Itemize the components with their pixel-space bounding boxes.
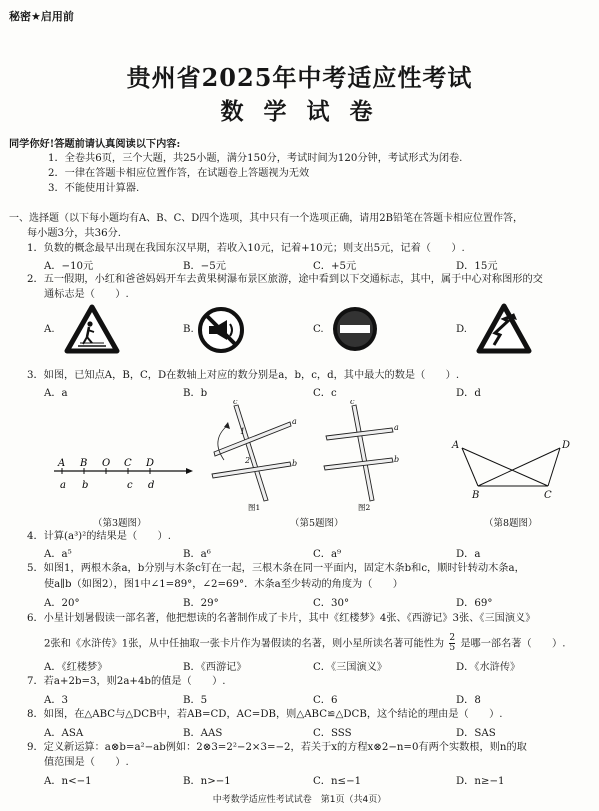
q8-option-c: C．SSS [313, 728, 352, 739]
q6-option-c: C．《三国演义》 [313, 662, 388, 673]
fraction-denominator: 5 [449, 643, 456, 653]
q9-option-b: B．n>−1 [183, 776, 231, 787]
q9-text-line2: 值范围是（ ）. [44, 757, 129, 768]
fig5-1-angle-1: 1 [240, 427, 246, 436]
point-label-c: C [124, 458, 132, 469]
fig5-sub2: 图2 [358, 503, 371, 512]
q7-text: 7．若a+2b=3，则2a+4b的值是（ ）. [27, 676, 226, 687]
q3-option-d: D．d [456, 388, 481, 399]
fig5-sub1: 图1 [248, 503, 261, 512]
fig5-2-label-c: c [350, 400, 355, 406]
notice-item-3: 3．不能使用计算器. [48, 183, 140, 194]
section1-title: 一、选择题（以下每小题均有A、B、C、D四个选项，其中只有一个选项正确，请用2B铅笔在答题卡相应位置作答， [9, 213, 523, 224]
section1-title-line2: 每小题3分，共36分. [27, 228, 121, 239]
q6-text-part1: 2张和《水浒传》1张，从中任抽取一张卡片作为暑假读的名著，则小星所读名著可能性为 [44, 638, 445, 650]
figure5-caption: （第5题图） [290, 518, 344, 529]
q2-label-b: B. [183, 324, 194, 335]
fig8-label-a: A [452, 440, 460, 451]
fig5-1-angle-2: 2 [245, 456, 251, 465]
q7-option-c: C．6 [313, 695, 338, 706]
no-entry-icon [331, 305, 379, 353]
value-label-d: d [148, 480, 155, 491]
q6-text-part2: 是哪一部名著（ ）. [460, 638, 566, 650]
q5-option-d: D．69° [456, 598, 493, 609]
q4-option-d: D．a [456, 549, 481, 560]
q6-option-a: A．《红楼梦》 [44, 662, 108, 673]
fig5-2-label-a: a [394, 423, 399, 432]
exam-subtitle: 数 学 试 卷 [220, 98, 379, 125]
fig8-label-d: D [562, 440, 571, 451]
q1-text: 1．负数的概念最早出现在我国东汉早期，若收入10元，记着+10元；则支出5元，记着（ ）. [27, 243, 465, 254]
secret-label: 秘密★启用前 [9, 10, 74, 23]
q9-text: 9．定义新运算：a⊗b=a²−ab例如：2⊗3=2²−2×3=−2，若关于x的方程x⊗2−n=0有两个实数根，则n的取 [27, 742, 527, 753]
q9-option-a: A．n<−1 [44, 776, 92, 787]
fig8-label-c: C [544, 490, 552, 500]
q1-option-a: A．−10元 [44, 261, 94, 272]
q7-option-b: B．5 [183, 695, 208, 706]
notice-heading: 同学你好!答题前请认真阅读以下内容: [9, 138, 181, 150]
q4-option-c: C．a⁹ [313, 549, 342, 560]
value-label-a: a [60, 480, 66, 491]
q9-option-c: C．n≤−1 [313, 776, 362, 787]
fig5-2-label-b: b [394, 455, 400, 464]
q2-label-d: D. [456, 324, 468, 335]
q7-option-d: D．8 [456, 695, 481, 706]
sticks-figure [200, 400, 400, 512]
notice-item-2: 2．一律在答题卡相应位置作答，在试题卷上答题视为无效 [48, 168, 310, 179]
fig5-1-label-a: a [292, 417, 297, 426]
q5-option-c: C．30° [313, 598, 350, 609]
triangles-figure [448, 436, 578, 500]
point-label-d: D [146, 458, 155, 469]
q7-option-a: A．3 [44, 695, 69, 706]
q4-text: 4．计算(a³)²的结果是（ ）. [27, 531, 171, 542]
value-label-b: b [82, 480, 89, 491]
q3-option-b: B．b [183, 388, 208, 399]
q8-option-d: D．SAS [456, 728, 496, 739]
q6-option-b: B．《西游记》 [183, 662, 247, 673]
q3-text: 3．如图，已知点A，B，C，D在数轴上对应的数分别是a，b，c，d，其中最大的数是（ ）. [27, 370, 460, 381]
q2-label-c: C. [313, 324, 324, 335]
point-label-a: A [58, 458, 66, 469]
fig5-1-label-c: c [233, 400, 238, 406]
q9-option-d: D．n≥−1 [456, 776, 505, 787]
exam-title: 贵州省2025年中考适应性考试 [126, 63, 473, 92]
value-label-c: c [127, 480, 133, 491]
q5-option-a: A．20° [44, 598, 80, 609]
figure3-caption: （第3题图） [93, 518, 147, 529]
figure8-caption: （第8题图） [484, 518, 538, 529]
q6-text: 6．小星计划暑假读一部名著，他把想读的名著制作成了卡片，其中《红楼梦》4张、《西游记》3张、《三国演义》 [27, 613, 536, 624]
q5-option-b: B．29° [183, 598, 219, 609]
q5-text-line2: 使a∥b（如图2），图1中∠1=89°，∠2=69°．木条a至少转动的角度为（ ） [44, 579, 403, 590]
page-footer: 中考数学适应性考试试卷 第1页（共4页） [212, 795, 387, 805]
q5-text: 5．如图1，两根木条a，b分别与木条c钉在一起，三根木条在同一平面内，固定木条b和c，顺时针转动木条a， [27, 563, 525, 574]
q4-option-a: A．a⁵ [44, 549, 72, 560]
q3-option-a: A．a [44, 388, 68, 399]
fig8-label-b: B [472, 490, 480, 500]
no-honking-icon [197, 306, 245, 354]
q3-option-c: C．c [313, 388, 337, 399]
fraction-numerator: 2 [449, 633, 456, 643]
pedestrian-warning-icon [64, 304, 120, 354]
q1-option-b: B．−5元 [183, 261, 226, 272]
q4-option-b: B．a⁶ [183, 549, 211, 560]
number-line-figure [52, 455, 197, 495]
q2-text-line2: 通标志是（ ）. [44, 289, 129, 300]
fig5-1-label-b: b [292, 459, 298, 468]
q6-fraction [449, 634, 455, 653]
point-label-o: O [102, 458, 111, 469]
q6-text-line2 [44, 634, 565, 653]
q2-label-a: A. [44, 324, 55, 335]
notice-item-1: 1．全卷共6页，三个大题，共25小题，满分150分，考试时间为120分钟，考试形式为闭卷. [48, 153, 463, 164]
point-label-b: B [80, 458, 88, 469]
q1-option-c: C．+5元 [313, 261, 357, 272]
q1-option-d: D．15元 [456, 261, 498, 272]
q2-text: 2．五一假期，小红和爸爸妈妈开车去黄果树瀑布景区旅游，途中看到以下交通标志，其中，属于中心对称图形的交 [27, 274, 543, 285]
winding-road-icon [476, 303, 532, 355]
q8-text: 8．如图，在△ABC与△DCB中，若AB=CD，AC=DB，则△ABC≌△DCB，这个结论的理由是（ ）. [27, 709, 503, 720]
q8-option-b: B．AAS [183, 728, 223, 739]
q8-option-a: A．ASA [44, 728, 84, 739]
q6-option-d: D．《水浒传》 [456, 662, 521, 673]
